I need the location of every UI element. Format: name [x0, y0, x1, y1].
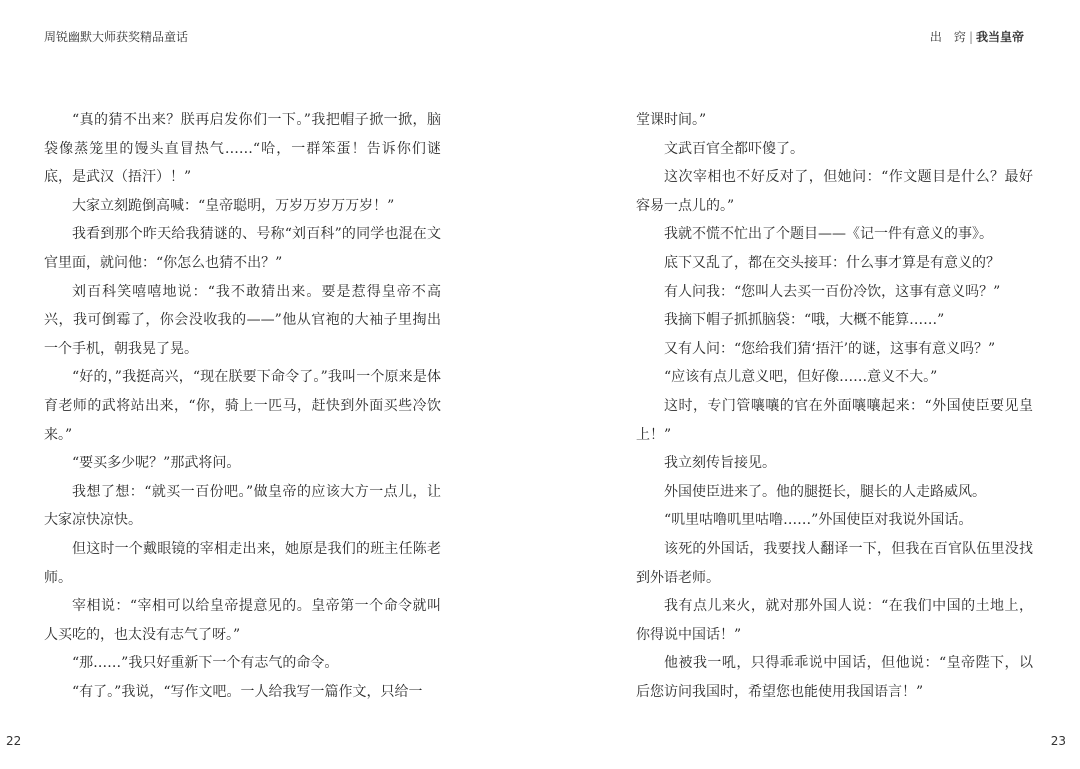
paragraph: 有人问我：“您叫人去买一百份冷饮，这事有意义吗？”: [664, 283, 1001, 300]
page-number-right: 23: [1050, 734, 1066, 748]
paragraph: 我立刻传旨接见。: [664, 455, 776, 472]
paragraph: 但这时一个戴眼镜的宰相走出来，她原是我们的班主任陈老师。: [44, 540, 441, 586]
paragraph: 我就不慌不忙出了个题目——《记一件有意义的事》。: [664, 226, 993, 243]
chapter-title: 我当皇帝: [975, 30, 1024, 44]
right-page-text: [636, 106, 1033, 706]
running-header-book-title: 周锐幽默大师获奖精品童话: [44, 30, 189, 44]
paragraph: “那……”我只好重新下一个有志气的命令。: [72, 655, 339, 672]
page-number-left: 22: [6, 734, 22, 748]
paragraph: “要买多少呢？”那武将问。: [72, 455, 241, 472]
paragraph: 我想了想：“就买一百份吧。”做皇帝的应该大方一点儿，让大家凉快凉快。: [44, 483, 441, 529]
header-separator: |: [968, 30, 973, 44]
paragraph: 这时，专门管嚷嚷的官在外面嚷嚷起来：“外国使臣要见皇上！”: [636, 397, 1033, 443]
paragraph: 大家立刻跪倒高喊：“皇帝聪明，万岁万岁万万岁！”: [72, 197, 395, 214]
paragraph: “有了。”我说，“写作文吧。一人给我写一篇作文，只给一: [72, 683, 423, 700]
paragraph: 他被我一吼，只得乖乖说中国话，但他说：“皇帝陛下，以后您访问我国时，希望您也能使用我国语言！”: [636, 655, 1033, 700]
paragraph: 底下又乱了，都在交头接耳：什么事才算是有意义的？: [664, 254, 1000, 271]
paragraph: 该死的外国话，我要找人翻译一下，但我在百官队伍里没找到外语老师。: [636, 540, 1033, 586]
paragraph: 我有点儿来火，就对那外国人说：“在我们中国的土地上，你得说中国话！”: [636, 598, 1033, 643]
paragraph: “应该有点儿意义吧，但好像……意义不大。”: [664, 369, 938, 386]
running-header-chapter: [930, 28, 1024, 45]
continued-paragraph: 堂课时间。”: [636, 112, 707, 128]
paragraph: 又有人问：“您给我们猜‘捂汗’的谜，这事有意义吗？”: [664, 340, 996, 357]
paragraph: “真的猜不出来？朕再启发你们一下。”我把帽子掀一掀，脑袋像蒸笼里的馒头直冒热气……“哈，一群笨蛋！告诉你们谜底，是武汉（捂汗）！”: [44, 112, 441, 186]
paragraph: 我摘下帽子抓抓脑袋：“哦，大概不能算……”: [664, 312, 945, 329]
paragraph: 我看到那个昨天给我猜谜的、号称“刘百科”的同学也混在文官里面，就问他：“你怎么也猜不出？”: [44, 226, 441, 271]
paragraph: “好的，”我挺高兴，“现在朕要下命令了。”我叫一个原来是体育老师的武将站出来，“你，骑上一匹马，赶快到外面买些冷饮来。”: [44, 369, 441, 443]
paragraph: 这次宰相也不好反对了，但她问：“作文题目是什么？最好容易一点儿的。”: [636, 169, 1033, 214]
paragraph: 刘百科笑嘻嘻地说：“我不敢猜出来。要是惹得皇帝不高兴，我可倒霉了，你会没收我的——”他从官袍的大袖子里掏出一个手机，朝我晃了晃。: [44, 283, 441, 357]
paragraph: 外国使臣进来了。他的腿挺长，腿长的人走路威风。: [664, 483, 986, 500]
left-page-text: [44, 106, 441, 706]
section-name: 出 窍: [929, 30, 966, 44]
paragraph: 文武百官全都吓傻了。: [664, 140, 804, 157]
paragraph: “叽里咕噜叽里咕噜……”外国使臣对我说外国话。: [664, 512, 973, 529]
paragraph: 宰相说：“宰相可以给皇帝提意见的。皇帝第一个命令就叫人买吃的，也太没有志气了呀。”: [44, 598, 441, 643]
